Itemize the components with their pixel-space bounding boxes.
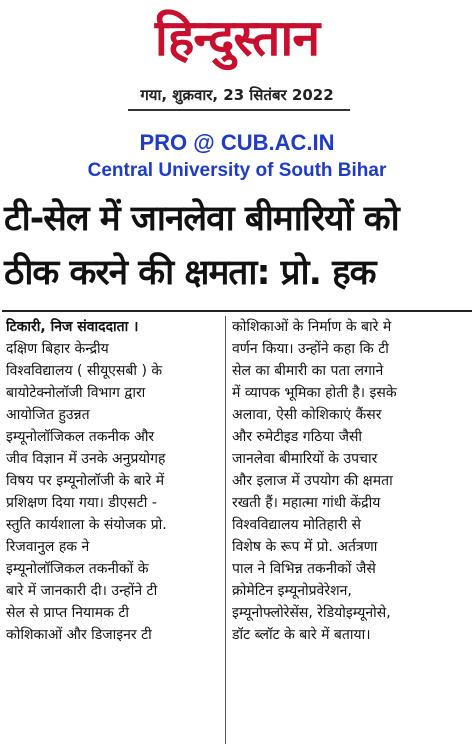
article-line: विश्वविद्यालय ( सीयूएसबी ) के xyxy=(6,363,163,379)
article-line: और इलाज में उपयोग की क्षमता xyxy=(232,473,393,489)
article-line: दक्षिण बिहार केन्द्रीय xyxy=(6,341,109,357)
article-line: प्रशिक्षण दिया गया। डीएसटी - xyxy=(6,495,157,511)
dateline-underline xyxy=(128,109,350,111)
article-line: कोशिकाओं और डिजाइनर टी xyxy=(6,627,152,643)
dateline: गया, शुक्रवार, 23 सितंबर 2022 xyxy=(140,86,334,104)
article-line: सेल से प्राप्त नियामक टी xyxy=(6,605,130,621)
headline-line-2: ठीक करने की क्षमता: प्रो. हक xyxy=(4,253,376,293)
article-line: कोशिकाओं के निर्माण के बारे मे xyxy=(232,319,392,335)
column-divider xyxy=(225,316,226,744)
masthead-logo: हिन्दुस्तान xyxy=(154,8,320,67)
article-line: डॉट ब्लॉट के बारे में बताया। xyxy=(232,627,371,643)
article-line: इम्यूनोलॉजिकल तकनीकों के xyxy=(6,561,149,577)
article-line: रिजवानुल हक ने xyxy=(6,539,90,555)
article-line: सेल का बीमारी का पता लगाने xyxy=(232,363,384,379)
article-line: रखती हैं। महात्मा गांधी केंद्रीय xyxy=(232,495,381,511)
pro-tag: PRO @ CUB.AC.IN xyxy=(139,130,335,155)
article-line: इम्यूनोफ्लोरेसेंस, रेडियोइम्यूनोसे, xyxy=(232,605,391,621)
article-line: इम्यूनोलॉजिकल तकनीक और xyxy=(6,429,155,445)
article-line: स्तुति कार्यशाला के संयोजक प्रो. xyxy=(6,517,167,533)
article-line: विशेष के रूप में प्रो. अर्तत्रणा xyxy=(232,539,378,555)
article-line: जीव विज्ञान में उनके अनुप्रयोगह xyxy=(6,451,166,467)
article-line: अलावा, ऐसी कोशिकाएं कैंसर xyxy=(232,407,382,423)
article-line: जानलेवा बीमारियों के उपचार xyxy=(232,451,378,467)
article-line: में व्यापक भूमिका होती है। इसके xyxy=(232,385,397,401)
byline: टिकारी, निज संवाददाता । xyxy=(6,319,139,335)
article-line: और रुमेटीइड गठिया जैसी xyxy=(232,429,363,445)
article-column-right xyxy=(232,316,468,646)
university-tag: Central University of South Bihar xyxy=(87,160,387,181)
article-line: पाल ने विभिन्न तकनीकों जैसे xyxy=(232,561,376,577)
headline-line-1: टी-सेल में जानलेवा बीमारियों को xyxy=(4,199,399,239)
article-line: विश्वविद्यालय मोतिहारी से xyxy=(232,517,361,533)
headline-rule xyxy=(2,310,472,312)
article-line: क्रोमेटिन इम्यूनोप्रवेरेशन, xyxy=(232,583,352,599)
article-line: आयोजित हुउन्नत xyxy=(6,407,90,423)
article-line: बारे में जानकारी दी। उन्होंने टी xyxy=(6,583,158,599)
article-line: विषय पर इम्यूनोलॉजी के बारे में xyxy=(6,473,165,489)
article-column-left xyxy=(6,316,220,646)
article-line: वर्णन किया। उन्होंने कहा कि टी xyxy=(232,341,389,357)
article-line: बायोटेक्नोलॉजी विभाग द्वारा xyxy=(6,385,146,401)
headline xyxy=(4,192,470,300)
